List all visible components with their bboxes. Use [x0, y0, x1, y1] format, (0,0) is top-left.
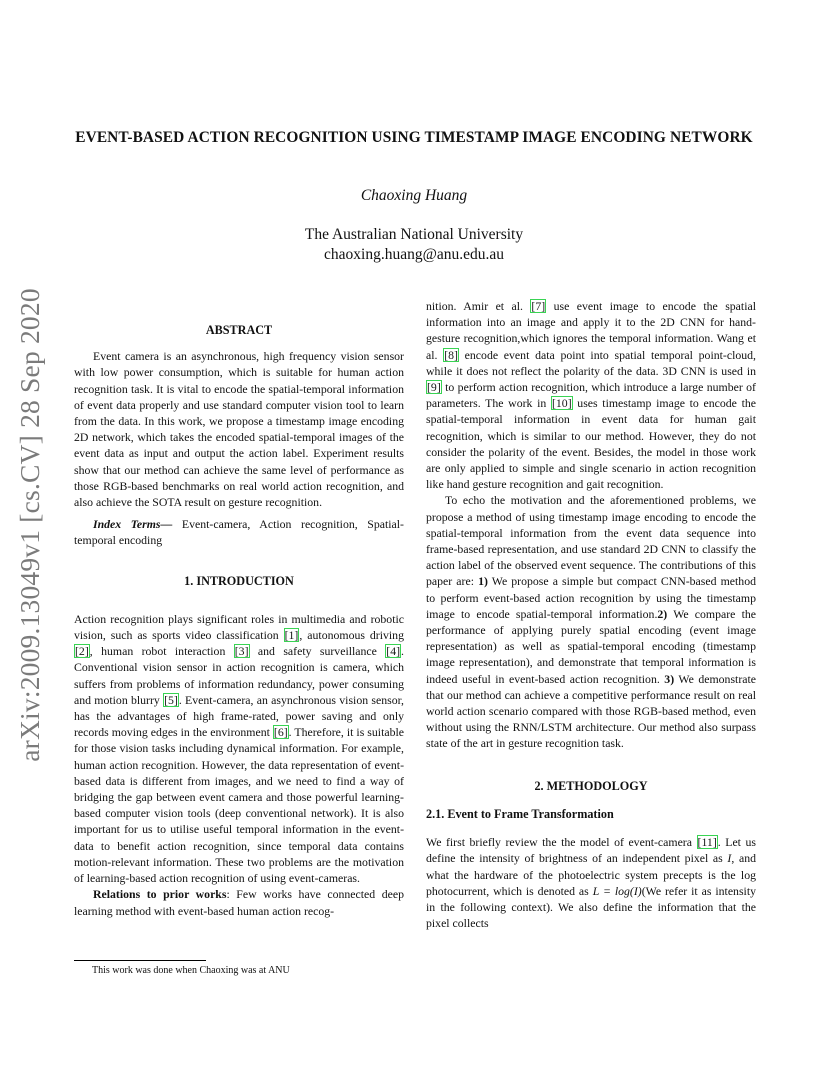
- contributions-paragraph: To echo the motivation and the aforementioned problems, we propose a method of using timestamp image encoding to encode the spatial-temporal information from the event data sequence into frame-based representation, and use standard 2D CNN to classify the action label of the observed event sequence. The contributions of this paper are: 1) We propose a simple but compact CNN-based method to perform event-based action recognition by using the timestamp image to encode spatial-temporal information.2) We compare the performance of applying purely spatial encoding (event image representation) as well as spatial-temporal encoding (timestamp image representation), and demonstrate that temporal information is indeed useful in event-based action recognition. 3) We demonstrate that our method can achieve a competitive performance result on real world action scenario compared with those RGB-based method, even without using the RNN/LSTM architecture. Our method also surpass state of the art in gesture recognition task.: [426, 493, 756, 751]
- citation-link[interactable]: [5]: [164, 692, 178, 707]
- citation-link[interactable]: [2]: [75, 644, 89, 659]
- right-column: [426, 298, 756, 931]
- author-affiliation-block: [0, 225, 828, 265]
- intro-paragraph-2: Relations to prior works: Few works have connected deep learning method with event-based human action recog-: [74, 887, 404, 918]
- intro-paragraph-1: Action recognition plays significant roles in multimedia and robotic vision, such as sports video classification [1], autonomous driving [2], human robot interaction [3] and safety surveillance [4]. Conventional vision sensor in action recognition is camera, which suffers from problems of information redundancy, power consuming and motion blurry [5]. Event-camera, an asynchronous vision sensor, has the advantages of high frame-rated, power saving and only records moving edges in the environment [6]. Therefore, it is suitable for those vision tasks including dynamical information. For example, human action recognition. However, the data representation of event-based data is different from images, and we need to find a way of bridging the gap between event camera and those powerful learning-based computer vision tools (deep conventional network). It is also important for us to utilise useful temporal information in the event-data to benefit action recognition, since temporal data contains motion-relevant information. These two problems are the motivation of learning-based action recognition of using event-cameras.: [74, 611, 405, 886]
- method-paragraph-1: We first briefly review the the model of event-camera [11]. Let us define the intensity of brightness of an independent pixel as I, and what the hardware of the photoelectric system precepts is the log photocurrent, which is denoted as L = log(I)(We refer it as intensity in the following context). We also define the information that the pixel collects: [426, 835, 756, 931]
- footnote: This work was done when Chaoxing was at ANU: [92, 965, 290, 976]
- left-column: [74, 322, 404, 919]
- citation-link[interactable]: [4]: [386, 644, 401, 659]
- index-terms-text: Event-camera, Action recognition, Spatial-temporal encoding: [74, 517, 404, 548]
- prior-works-label: Relations to prior works: [93, 887, 227, 902]
- math-equation: L = log(I): [592, 883, 642, 898]
- index-terms: [74, 516, 404, 548]
- footnote-rule: [74, 960, 206, 961]
- abstract-heading: ABSTRACT: [205, 323, 273, 337]
- abstract-text: Event camera is an asynchronous, high frequency vision sensor with low power consumption, which is suitable for human action recognition task. It is vital to encode the spatial-temporal information of event data properly and use standard computer vision tool to learn from the data. In this work, we propose a timestamp image encoding 2D network, which takes the encoded spatial-temporal images of the event data as input and output the action label. Experiment results show that our method can achieve the same level of performance as those RGB-based benchmarks on real world action recognition, and also achieve the SOTA result on gesture recognition.: [74, 349, 404, 510]
- intro-heading: 1. INTRODUCTION: [184, 573, 294, 588]
- citation-link[interactable]: [1]: [284, 628, 299, 643]
- arxiv-id: arXiv:2009.13049v1 [cs.CV] 28 Sep 2020: [14, 288, 45, 762]
- index-terms-label: Index Terms—: [93, 517, 173, 532]
- math-variable: I: [727, 851, 732, 866]
- subsection-heading: 2.1. Event to Frame Transformation: [426, 806, 614, 821]
- citation-link[interactable]: [8]: [444, 347, 458, 362]
- author-name: Chaoxing Huang: [360, 187, 468, 204]
- citation-link[interactable]: [9]: [427, 380, 441, 395]
- citation-link[interactable]: [11]: [697, 835, 717, 850]
- author-email: chaoxing.huang@anu.edu.au: [324, 246, 504, 263]
- citation-link[interactable]: [3]: [234, 644, 249, 659]
- citation-link[interactable]: [7]: [531, 299, 546, 313]
- right-paragraph-1: nition. Amir et al. [7] use event image to encode the spatial information into an image and apply it to the 2D CNN for hand-gesture recognition,which ignores the temporal information. Wang et al. [8] encode event data point into spatial temporal point-cloud, while it does not reflect the polarity of the data. 3D CNN is used in [9] to perform action recognition, which introduce a large number of parameters. The work in [10] uses timestamp image to encode the spatial-temporal information in event data for human gait recognition, which is similar to our method. However, they do not consider the polarity of the event. Besides, the model in those work are only applied to simple and single scenario in action recognition like hand gesture recognition and gait recognition.: [426, 299, 756, 492]
- citation-link[interactable]: [10]: [551, 396, 572, 411]
- citation-link[interactable]: [6]: [273, 725, 288, 740]
- paper-title: EVENT-BASED ACTION RECOGNITION USING TIMESTAMP IMAGE ENCODING NETWORK: [75, 129, 753, 146]
- methodology-heading: 2. METHODOLOGY: [534, 778, 648, 793]
- arxiv-sidebar-stamp: [4, 270, 56, 780]
- affiliation: The Australian National University: [304, 226, 524, 243]
